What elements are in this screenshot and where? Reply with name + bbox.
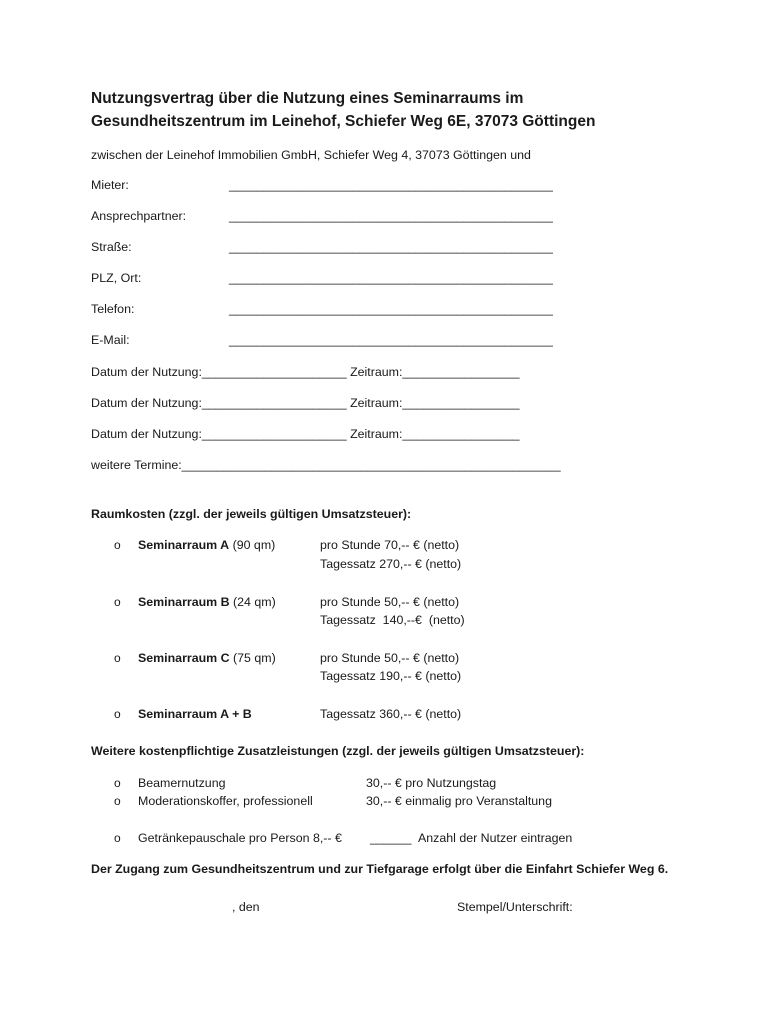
zusatz-price-moderationskoffer: 30,-- € einmalig pro Veranstaltung	[366, 794, 552, 808]
date-row-3	[91, 427, 520, 441]
bullet-icon: o	[114, 538, 121, 552]
bullet-icon: o	[114, 831, 121, 845]
field-blank-strasse[interactable]: _______________________________________________	[229, 240, 553, 254]
room-price-day-b: Tagessatz 140,--€ (netto)	[320, 613, 465, 627]
bullet-icon: o	[114, 776, 121, 790]
zeitraum-label: Zeitraum:	[350, 396, 403, 410]
stamp-signature-label: Stempel/Unterschrift:	[457, 900, 573, 914]
room-price-hour-b: pro Stunde 50,-- € (netto)	[320, 595, 460, 609]
zeitraum-blank[interactable]: _________________	[402, 427, 520, 441]
room-price-hour-a: pro Stunde 70,-- € (netto)	[320, 538, 460, 552]
field-label-strasse: Straße:	[91, 240, 132, 254]
room-name-a-b: Seminarraum A + B	[138, 707, 252, 721]
bullet-icon: o	[114, 707, 121, 721]
field-label-mieter: Mieter:	[91, 178, 129, 192]
getraenke-count-blank[interactable]: ______	[370, 831, 412, 845]
bullet-icon: o	[114, 595, 121, 609]
room-name-a: Seminarraum A (90 qm)	[138, 538, 276, 552]
field-label-plz-ort: PLZ, Ort:	[91, 271, 142, 285]
date-label: Datum der Nutzung:	[91, 427, 202, 441]
date-row-2	[91, 396, 520, 410]
intro-text: zwischen der Leinehof Immobilien GmbH, Schiefer Weg 4, 37073 Göttingen und	[91, 148, 531, 162]
zusatz-item-getraenke: Getränkepauschale pro Person 8,-- €	[138, 831, 342, 845]
zeitraum-blank[interactable]: _________________	[402, 365, 520, 379]
field-label-email: E-Mail:	[91, 333, 130, 347]
date-label: Datum der Nutzung:	[91, 365, 202, 379]
date-blank[interactable]: _____________________	[201, 427, 347, 441]
field-blank-email[interactable]: _______________________________________________	[229, 333, 553, 347]
raumkosten-heading: Raumkosten (zzgl. der jeweils gültigen Umsatzsteuer):	[91, 507, 412, 521]
room-price-day-a-b: Tagessatz 360,-- € (netto)	[320, 707, 462, 721]
field-label-telefon: Telefon:	[91, 302, 135, 316]
zugang-note: Der Zugang zum Gesundheitszentrum und zur Tiefgarage erfolgt über die Einfahrt Schiefer Weg 6.	[91, 862, 669, 876]
weitere-termine-label: weitere Termine:	[91, 458, 182, 472]
zeitraum-label: Zeitraum:	[350, 427, 403, 441]
room-price-hour-c: pro Stunde 50,-- € (netto)	[320, 651, 460, 665]
weitere-termine-blank[interactable]: _______________________________________________________	[181, 458, 561, 472]
date-label: Datum der Nutzung:	[91, 396, 202, 410]
zeitraum-blank[interactable]: _________________	[402, 396, 520, 410]
zusatz-price-beamer: 30,-- € pro Nutzungstag	[366, 776, 497, 790]
weitere-termine-row	[91, 458, 561, 472]
room-name-c: Seminarraum C (75 qm)	[138, 651, 276, 665]
getraenke-note: Anzahl der Nutzer eintragen	[418, 831, 573, 845]
document-title-line-2: Gesundheitszentrum im Leinehof, Schiefer Weg 6E, 37073 Göttingen	[91, 113, 596, 130]
zeitraum-label: Zeitraum:	[350, 365, 403, 379]
field-blank-plz-ort[interactable]: _______________________________________________	[229, 271, 553, 285]
room-price-day-c: Tagessatz 190,-- € (netto)	[320, 669, 462, 683]
field-blank-mieter[interactable]: _______________________________________________	[229, 178, 553, 192]
zusatz-heading: Weitere kostenpflichtige Zusatzleistungen (zzgl. der jeweils gültigen Umsatzsteuer):	[91, 744, 585, 758]
date-blank[interactable]: _____________________	[201, 365, 347, 379]
field-label-ansprechpartner: Ansprechpartner:	[91, 209, 187, 223]
bullet-icon: o	[114, 651, 121, 665]
zusatz-item-moderationskoffer: Moderationskoffer, professionell	[138, 794, 313, 808]
document-title-line-1: Nutzungsvertrag über die Nutzung eines Seminarraums im	[91, 90, 524, 107]
bullet-icon: o	[114, 794, 121, 808]
zusatz-item-beamer: Beamernutzung	[138, 776, 226, 790]
room-price-day-a: Tagessatz 270,-- € (netto)	[320, 557, 462, 571]
date-row-1	[91, 365, 520, 379]
place-date-label: , den	[232, 900, 260, 914]
room-name-b: Seminarraum B (24 qm)	[138, 595, 276, 609]
field-blank-telefon[interactable]: _______________________________________________	[229, 302, 553, 316]
date-blank[interactable]: _____________________	[201, 396, 347, 410]
field-blank-ansprechpartner[interactable]: _______________________________________________	[229, 209, 553, 223]
